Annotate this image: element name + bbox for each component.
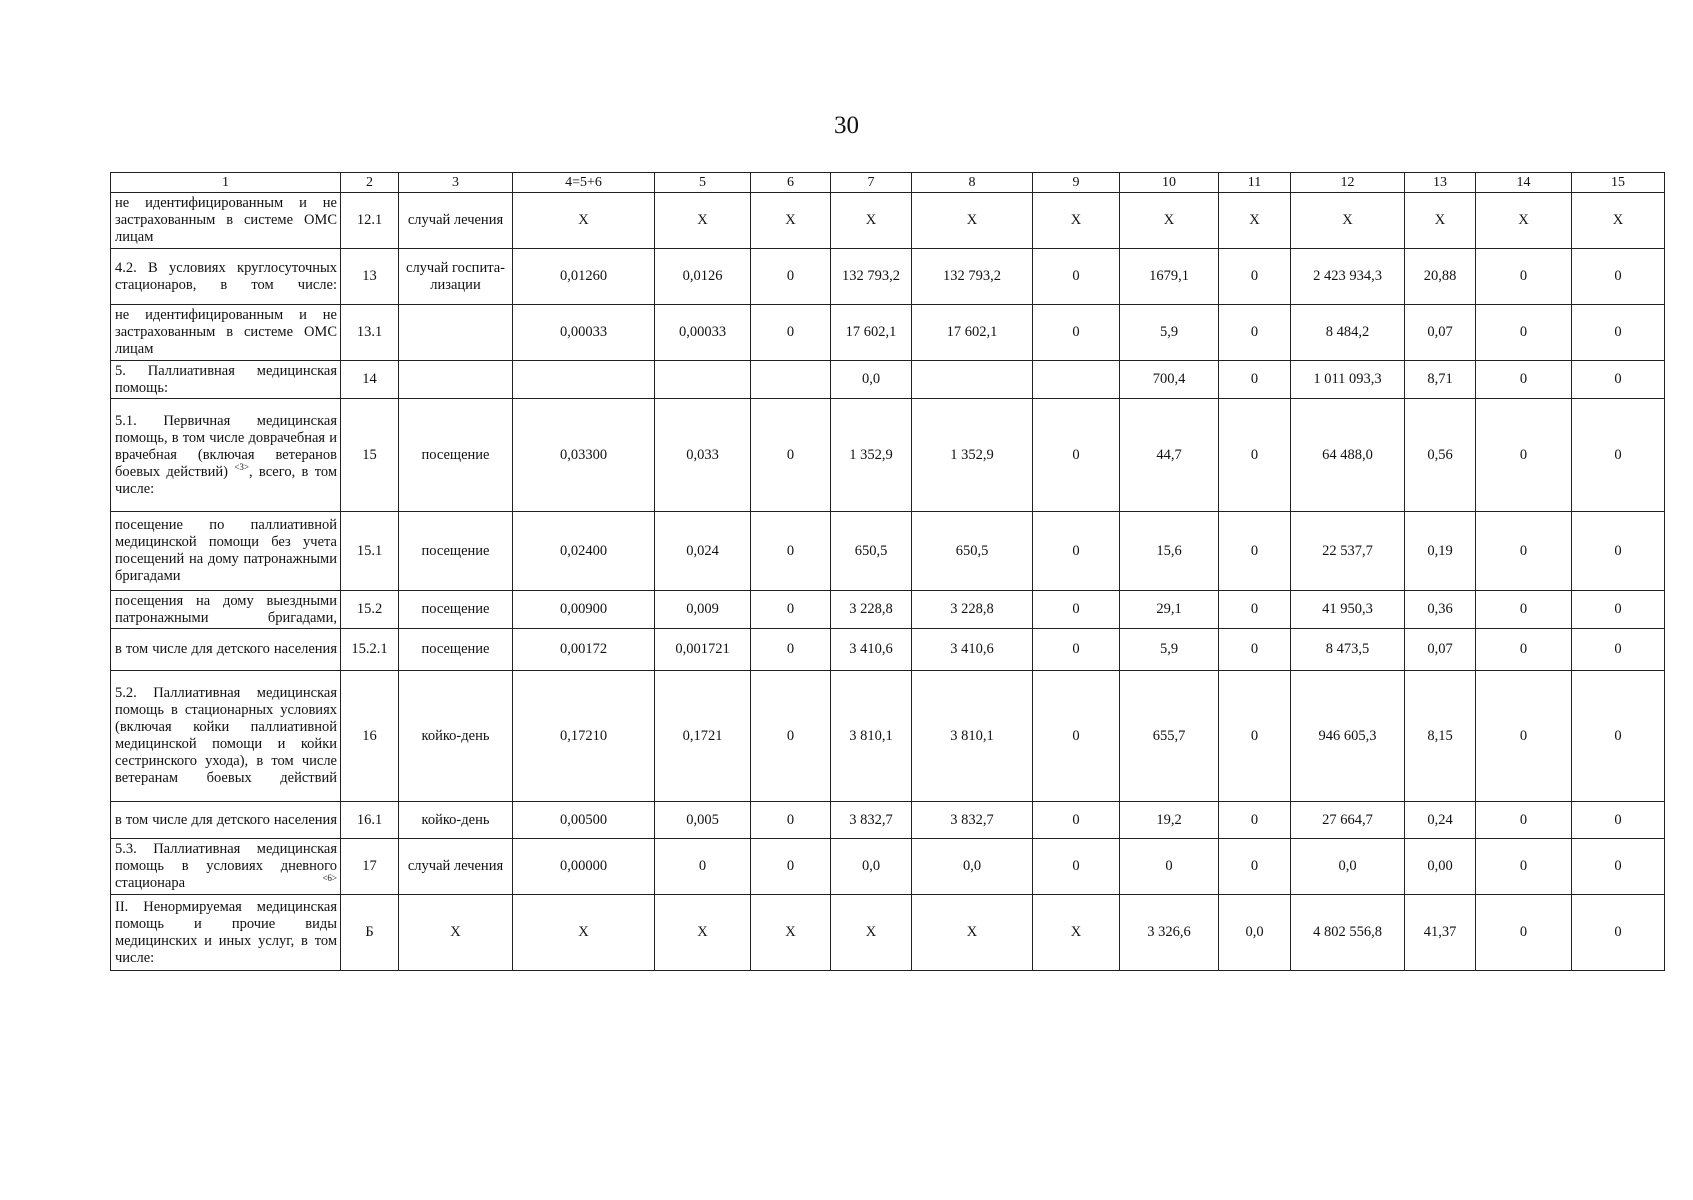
value-cell: 0	[1476, 249, 1572, 305]
value-cell: Х	[1572, 193, 1665, 249]
value-cell: Х	[655, 193, 751, 249]
value-cell: Х	[1476, 193, 1572, 249]
value-cell: 0	[1476, 399, 1572, 512]
value-cell: 0,07	[1405, 305, 1476, 361]
table-row	[111, 629, 1665, 671]
row-number: 15.1	[341, 512, 399, 591]
row-number: 17	[341, 839, 399, 895]
value-cell: 0	[1120, 839, 1219, 895]
value-cell: 0,0	[831, 839, 912, 895]
value-cell	[912, 361, 1033, 399]
row-number: 14	[341, 361, 399, 399]
row-description	[111, 895, 341, 971]
value-cell: 0	[751, 629, 831, 671]
value-cell: 0	[1476, 839, 1572, 895]
value-cell: 5,9	[1120, 629, 1219, 671]
row-number: Б	[341, 895, 399, 971]
value-cell: 0	[1033, 839, 1120, 895]
value-cell: 0,033	[655, 399, 751, 512]
table-row	[111, 895, 1665, 971]
table-row	[111, 802, 1665, 839]
table-row	[111, 399, 1665, 512]
value-cell: 0,0	[1291, 839, 1405, 895]
value-cell: 3 228,8	[831, 591, 912, 629]
value-cell: Х	[1219, 193, 1291, 249]
row-description-text: в том числе для детского населения	[115, 811, 337, 828]
value-cell: 3 410,6	[831, 629, 912, 671]
unit-cell: Х	[399, 895, 513, 971]
value-cell: 0,24	[1405, 802, 1476, 839]
value-cell: 0	[1476, 629, 1572, 671]
value-cell: 0	[1572, 591, 1665, 629]
value-cell	[1033, 361, 1120, 399]
row-description-text: 5. Паллиативная медицинская помощь:	[115, 362, 337, 396]
value-cell: 0	[1572, 671, 1665, 802]
table-row	[111, 839, 1665, 895]
value-cell: 8 473,5	[1291, 629, 1405, 671]
row-number: 13	[341, 249, 399, 305]
row-number: 16.1	[341, 802, 399, 839]
value-cell: 5,9	[1120, 305, 1219, 361]
value-cell: 655,7	[1120, 671, 1219, 802]
value-cell: 0	[1219, 249, 1291, 305]
value-cell: 0	[1572, 629, 1665, 671]
row-description-text: не идентифицированным и не застрахованным в системе ОМС лицам	[115, 307, 337, 357]
value-cell: 0	[1572, 305, 1665, 361]
value-cell: 0	[1033, 591, 1120, 629]
unit-cell: посещение	[399, 399, 513, 512]
unit-cell	[399, 305, 513, 361]
value-cell: 17 602,1	[912, 305, 1033, 361]
value-cell: Х	[655, 895, 751, 971]
value-cell: 0,00000	[513, 839, 655, 895]
value-cell: 0	[751, 839, 831, 895]
value-cell: 29,1	[1120, 591, 1219, 629]
value-cell: 8 484,2	[1291, 305, 1405, 361]
row-description	[111, 512, 341, 591]
value-cell: 0,17210	[513, 671, 655, 802]
value-cell: 0	[1033, 399, 1120, 512]
value-cell: 0,005	[655, 802, 751, 839]
value-cell: 0	[1033, 671, 1120, 802]
value-cell: 0,00500	[513, 802, 655, 839]
value-cell: 0	[1572, 512, 1665, 591]
value-cell: 0,024	[655, 512, 751, 591]
value-cell: 0	[1476, 802, 1572, 839]
value-cell: 0	[751, 399, 831, 512]
value-cell: 0	[1476, 361, 1572, 399]
value-cell: 0,19	[1405, 512, 1476, 591]
value-cell: 0	[1572, 895, 1665, 971]
column-number: 6	[751, 173, 831, 193]
unit-cell	[399, 361, 513, 399]
value-cell: 2 423 934,3	[1291, 249, 1405, 305]
value-cell: 1 352,9	[831, 399, 912, 512]
row-description-text: в том числе для детского населения	[115, 641, 337, 657]
value-cell: 0	[751, 512, 831, 591]
value-cell: 0	[1219, 361, 1291, 399]
value-cell: Х	[751, 895, 831, 971]
value-cell: 0	[1572, 802, 1665, 839]
row-number: 15.2.1	[341, 629, 399, 671]
value-cell: 0	[1219, 305, 1291, 361]
column-number: 8	[912, 173, 1033, 193]
value-cell: 0,02400	[513, 512, 655, 591]
value-cell: Х	[912, 895, 1033, 971]
value-cell: 0,36	[1405, 591, 1476, 629]
value-cell: 15,6	[1120, 512, 1219, 591]
value-cell: Х	[751, 193, 831, 249]
value-cell: 0,009	[655, 591, 751, 629]
value-cell: 0,0	[1219, 895, 1291, 971]
value-cell: 946 605,3	[1291, 671, 1405, 802]
value-cell: 132 793,2	[831, 249, 912, 305]
table-row	[111, 305, 1665, 361]
value-cell: 4 802 556,8	[1291, 895, 1405, 971]
column-number: 10	[1120, 173, 1219, 193]
value-cell: 0	[655, 839, 751, 895]
value-cell: 0	[751, 802, 831, 839]
value-cell: 0	[1572, 399, 1665, 512]
row-number: 12.1	[341, 193, 399, 249]
value-cell: 3 810,1	[912, 671, 1033, 802]
value-cell: 0	[1219, 629, 1291, 671]
value-cell: 0,03300	[513, 399, 655, 512]
value-cell: 1 352,9	[912, 399, 1033, 512]
table-row	[111, 512, 1665, 591]
value-cell: 0	[1476, 895, 1572, 971]
value-cell: 0,00033	[655, 305, 751, 361]
value-cell: 0	[1033, 802, 1120, 839]
row-number: 15	[341, 399, 399, 512]
value-cell: 0	[1219, 671, 1291, 802]
row-description	[111, 193, 341, 249]
value-cell: 0,00900	[513, 591, 655, 629]
value-cell: Х	[1291, 193, 1405, 249]
row-description-text: 5.2. Паллиативная медицинская помощь в стационарных условиях (включая койки паллиативной медицинской помощи и койки сестринского ухода), в том числе ветеранам боевых действий	[115, 685, 337, 786]
row-description-text: посещения на дому выездными патронажными бригадами,	[115, 592, 337, 626]
data-table	[110, 172, 1665, 971]
value-cell	[751, 361, 831, 399]
value-cell: 8,15	[1405, 671, 1476, 802]
row-description-text: 5.3. Паллиативная медицинская помощь в условиях дневного стационара	[115, 841, 337, 891]
unit-cell: койко-день	[399, 802, 513, 839]
value-cell: 0,00033	[513, 305, 655, 361]
row-description	[111, 629, 341, 671]
column-number: 15	[1572, 173, 1665, 193]
row-description	[111, 839, 341, 895]
row-number: 15.2	[341, 591, 399, 629]
row-description	[111, 249, 341, 305]
value-cell: Х	[1120, 193, 1219, 249]
table-row	[111, 249, 1665, 305]
value-cell: 0	[1219, 512, 1291, 591]
row-description-text: 5.1. Первичная медицинская помощь, в том числе доврачебная и врачебная (включая ветеранов боевых действий)	[115, 412, 337, 480]
value-cell: 0	[1476, 671, 1572, 802]
value-cell: 20,88	[1405, 249, 1476, 305]
value-cell: 0	[751, 671, 831, 802]
value-cell: 0	[751, 249, 831, 305]
value-cell: Х	[1033, 895, 1120, 971]
value-cell: Х	[1033, 193, 1120, 249]
row-description	[111, 591, 341, 629]
value-cell: 0	[751, 305, 831, 361]
table-row	[111, 591, 1665, 629]
value-cell: 64 488,0	[1291, 399, 1405, 512]
row-number: 13.1	[341, 305, 399, 361]
column-number: 12	[1291, 173, 1405, 193]
row-description	[111, 305, 341, 361]
table-row	[111, 193, 1665, 249]
value-cell	[513, 361, 655, 399]
table-row	[111, 361, 1665, 399]
column-number: 5	[655, 173, 751, 193]
value-cell: 41 950,3	[1291, 591, 1405, 629]
value-cell: Х	[831, 193, 912, 249]
value-cell: 17 602,1	[831, 305, 912, 361]
value-cell: Х	[513, 193, 655, 249]
row-description-text: II. Ненормируемая медицинская помощь и прочие виды медицинских и иных услуг, в том числе:	[115, 898, 337, 966]
row-description	[111, 399, 341, 512]
value-cell: 0	[1219, 839, 1291, 895]
value-cell: 1679,1	[1120, 249, 1219, 305]
value-cell: 0	[1476, 591, 1572, 629]
footnote-ref: <6>	[322, 873, 337, 884]
row-description-tail: , всего, в том числе:	[115, 463, 338, 497]
value-cell: 0,00	[1405, 839, 1476, 895]
value-cell: 0	[1476, 512, 1572, 591]
row-description-text: 4.2. В условиях круглосуточных стационаров, в том числе:	[115, 259, 337, 293]
row-description-text: не идентифицированным и не застрахованным в системе ОМС лицам	[115, 195, 337, 245]
column-number: 9	[1033, 173, 1120, 193]
column-number: 1	[111, 173, 341, 193]
value-cell: 0,0	[912, 839, 1033, 895]
value-cell: 0	[1033, 305, 1120, 361]
page-number: 30	[834, 112, 859, 139]
value-cell: 0	[1219, 591, 1291, 629]
value-cell: 132 793,2	[912, 249, 1033, 305]
row-description-text: посещение по паллиативной медицинской помощи без учета посещений на дому патронажными бригадами	[115, 517, 337, 584]
unit-cell: случай лечения	[399, 839, 513, 895]
unit-cell: случай госпита-лизации	[399, 249, 513, 305]
row-description	[111, 802, 341, 839]
value-cell: 0,1721	[655, 671, 751, 802]
column-number: 3	[399, 173, 513, 193]
value-cell: 41,37	[1405, 895, 1476, 971]
value-cell: 3 832,7	[831, 802, 912, 839]
value-cell: 0,0126	[655, 249, 751, 305]
value-cell: 3 810,1	[831, 671, 912, 802]
row-description	[111, 361, 341, 399]
value-cell: 0,00172	[513, 629, 655, 671]
footnote-ref: <3>	[234, 461, 249, 472]
unit-cell: посещение	[399, 591, 513, 629]
value-cell: 0,001721	[655, 629, 751, 671]
unit-cell: койко-день	[399, 671, 513, 802]
table-row	[111, 671, 1665, 802]
value-cell: Х	[1405, 193, 1476, 249]
column-number: 4=5+6	[513, 173, 655, 193]
unit-cell: посещение	[399, 629, 513, 671]
value-cell: 0,56	[1405, 399, 1476, 512]
value-cell: 3 228,8	[912, 591, 1033, 629]
row-description	[111, 671, 341, 802]
value-cell: 1 011 093,3	[1291, 361, 1405, 399]
value-cell: 0	[1033, 512, 1120, 591]
value-cell: 27 664,7	[1291, 802, 1405, 839]
value-cell: 0	[1219, 802, 1291, 839]
column-number: 2	[341, 173, 399, 193]
value-cell: 0	[1033, 629, 1120, 671]
value-cell: Х	[513, 895, 655, 971]
column-number: 11	[1219, 173, 1291, 193]
unit-cell: случай лечения	[399, 193, 513, 249]
row-number: 16	[341, 671, 399, 802]
value-cell: 8,71	[1405, 361, 1476, 399]
value-cell: 650,5	[912, 512, 1033, 591]
value-cell: 3 326,6	[1120, 895, 1219, 971]
value-cell	[655, 361, 751, 399]
column-number-row	[111, 173, 1665, 193]
value-cell: 3 410,6	[912, 629, 1033, 671]
value-cell: Х	[831, 895, 912, 971]
value-cell: 0	[1219, 399, 1291, 512]
value-cell: 0	[1572, 839, 1665, 895]
value-cell: 0	[1572, 249, 1665, 305]
value-cell: 0	[751, 591, 831, 629]
value-cell: 44,7	[1120, 399, 1219, 512]
value-cell: 0	[1476, 305, 1572, 361]
column-number: 7	[831, 173, 912, 193]
value-cell: 700,4	[1120, 361, 1219, 399]
column-number: 13	[1405, 173, 1476, 193]
value-cell: 0,0	[831, 361, 912, 399]
value-cell: 3 832,7	[912, 802, 1033, 839]
value-cell: Х	[912, 193, 1033, 249]
value-cell: 650,5	[831, 512, 912, 591]
value-cell: 0,07	[1405, 629, 1476, 671]
unit-cell: посещение	[399, 512, 513, 591]
column-number: 14	[1476, 173, 1572, 193]
value-cell: 22 537,7	[1291, 512, 1405, 591]
value-cell: 0,01260	[513, 249, 655, 305]
value-cell: 0	[1033, 249, 1120, 305]
value-cell: 19,2	[1120, 802, 1219, 839]
value-cell: 0	[1572, 361, 1665, 399]
